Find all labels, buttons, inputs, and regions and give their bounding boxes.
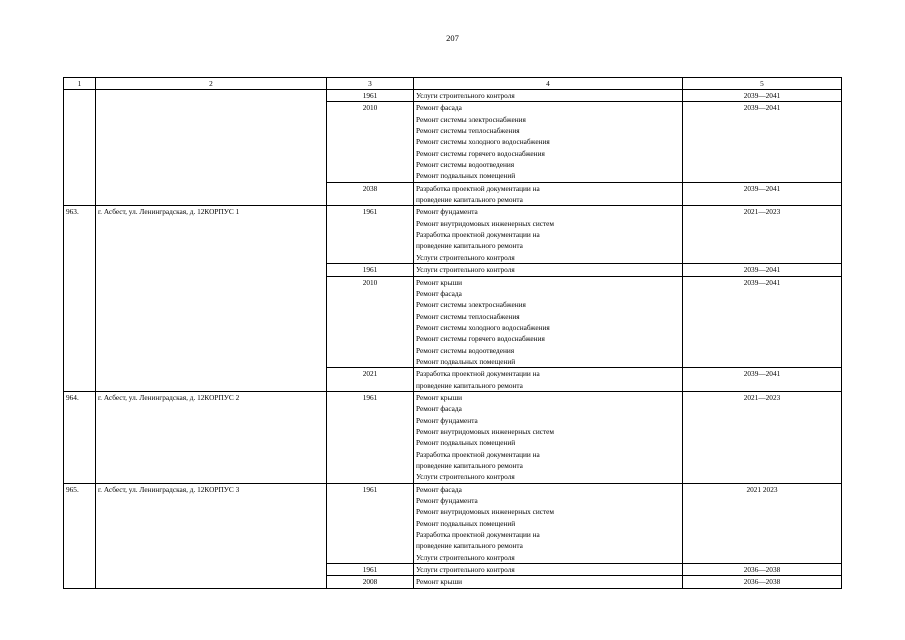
column-header-4: 4 xyxy=(414,78,683,90)
item-number: 964. xyxy=(64,391,96,483)
item-number xyxy=(64,90,96,206)
building-address: г. Асбест, ул. Ленинградская, д. 12КОРПУС 2 xyxy=(96,391,327,483)
work-item: Ремонт системы горячего водоснабжения xyxy=(416,334,545,344)
column-header-3: 3 xyxy=(327,78,414,90)
year-cell: 1961 xyxy=(327,391,414,483)
work-item: Ремонт системы теплоснабжения xyxy=(416,126,520,136)
year-cell: 1961 xyxy=(327,564,414,576)
year-cell: 2008 xyxy=(327,576,414,588)
work-item: Услуги строительного контроля xyxy=(416,91,515,100)
work-item: Ремонт крыши xyxy=(416,277,463,287)
work-item: Ремонт фасада xyxy=(416,404,462,414)
work-item: Ремонт системы электроснабжения xyxy=(416,300,526,310)
building-address: г. Асбест, ул. Ленинградская, д. 12КОРПУС 3 xyxy=(96,483,327,588)
period-cell: 2039—2041 xyxy=(683,264,842,276)
capital-repair-table xyxy=(63,77,842,589)
period-cell: 2039—2041 xyxy=(683,276,842,368)
work-item: Ремонт подвальных помещений xyxy=(416,171,516,181)
work-item: Ремонт системы теплоснабжения xyxy=(416,311,520,321)
building-address xyxy=(96,90,327,206)
works-cell xyxy=(414,276,683,368)
period-cell: 2039—2041 xyxy=(683,182,842,206)
work-item: Ремонт системы горячего водоснабжения xyxy=(416,148,545,158)
work-item: Услуги строительного контроля xyxy=(416,565,515,575)
period-cell: 2021—2023 xyxy=(683,206,842,264)
period-cell: 2039—2041 xyxy=(683,90,842,102)
work-item: Ремонт подвальных помещений xyxy=(416,438,516,448)
table-row xyxy=(64,90,842,102)
works-cell xyxy=(414,264,683,276)
year-cell: 2010 xyxy=(327,276,414,368)
year-cell: 1961 xyxy=(327,264,414,276)
work-item: Услуги строительного контроля xyxy=(416,265,515,275)
works-cell xyxy=(414,102,683,182)
work-item: Ремонт внутридомовых инженерных систем xyxy=(416,426,555,436)
period-cell: 2039—2041 xyxy=(683,102,842,182)
works-cell xyxy=(414,90,683,102)
work-item: Ремонт фасада xyxy=(416,288,462,298)
works-cell xyxy=(414,182,683,206)
year-cell: 1961 xyxy=(327,206,414,264)
item-number: 965. xyxy=(64,483,96,588)
work-item: Ремонт фундамента xyxy=(416,415,478,425)
works-cell xyxy=(414,576,683,588)
column-header-5: 5 xyxy=(683,78,842,90)
work-item: Ремонт фундамента xyxy=(416,207,478,217)
work-item: Ремонт подвальных помещений xyxy=(416,356,516,366)
works-cell xyxy=(414,564,683,576)
year-cell: 2038 xyxy=(327,182,414,206)
work-item: проведение капитального ремонта xyxy=(416,541,523,551)
table-header-row xyxy=(64,78,842,90)
period-cell: 2021 2023 xyxy=(683,483,842,563)
work-item: Ремонт системы холодного водоснабжения xyxy=(416,322,550,332)
work-item: Ремонт подвальных помещений xyxy=(416,518,516,528)
work-item: Ремонт фасада xyxy=(416,103,462,113)
work-item: проведение капитального ремонта xyxy=(416,195,523,205)
work-item: Ремонт крыши xyxy=(416,577,463,587)
period-cell: 2036—2038 xyxy=(683,564,842,576)
work-item: Разработка проектной документации на xyxy=(416,183,540,193)
item-number: 963. xyxy=(64,206,96,392)
work-item: проведение капитального ремонта xyxy=(416,461,523,470)
year-cell: 1961 xyxy=(327,90,414,102)
works-cell xyxy=(414,483,683,563)
table-row xyxy=(64,391,842,483)
building-address: г. Асбест, ул. Ленинградская, д. 12КОРПУС 1 xyxy=(96,206,327,392)
work-item: Разработка проектной документации на xyxy=(416,449,540,459)
work-item: Ремонт фасада xyxy=(416,484,462,494)
column-header-2: 2 xyxy=(96,78,327,90)
works-cell xyxy=(414,206,683,264)
table-row xyxy=(64,483,842,563)
work-item: Разработка проектной документации на xyxy=(416,369,540,379)
work-item: проведение капитального ремонта xyxy=(416,241,523,251)
period-cell: 2021—2023 xyxy=(683,391,842,483)
work-item: Ремонт системы холодного водоснабжения xyxy=(416,137,550,147)
page-number: 207 xyxy=(446,33,459,43)
year-cell: 2021 xyxy=(327,368,414,392)
work-item: Ремонт системы водоотведения xyxy=(416,345,515,355)
work-item: Ремонт внутридомовых инженерных систем xyxy=(416,507,555,517)
work-item: Ремонт системы водоотведения xyxy=(416,160,515,170)
work-item: Ремонт внутридомовых инженерных систем xyxy=(416,218,555,228)
period-cell: 2039—2041 xyxy=(683,368,842,392)
table-row xyxy=(64,206,842,264)
work-item: проведение капитального ремонта xyxy=(416,380,523,390)
work-item: Услуги строительного контроля xyxy=(416,472,515,482)
work-item: Ремонт крыши xyxy=(416,392,463,402)
year-cell: 2010 xyxy=(327,102,414,182)
work-item: Услуги строительного контроля xyxy=(416,552,515,562)
work-item: Ремонт системы электроснабжения xyxy=(416,114,526,124)
year-cell: 1961 xyxy=(327,483,414,563)
work-item: Услуги строительного контроля xyxy=(416,252,515,262)
works-cell xyxy=(414,391,683,483)
work-item: Разработка проектной документации на xyxy=(416,230,540,240)
column-header-1: 1 xyxy=(64,78,96,90)
works-cell xyxy=(414,368,683,392)
period-cell: 2036—2038 xyxy=(683,576,842,588)
work-item: Ремонт фундамента xyxy=(416,496,478,506)
work-item: Разработка проектной документации на xyxy=(416,530,540,540)
